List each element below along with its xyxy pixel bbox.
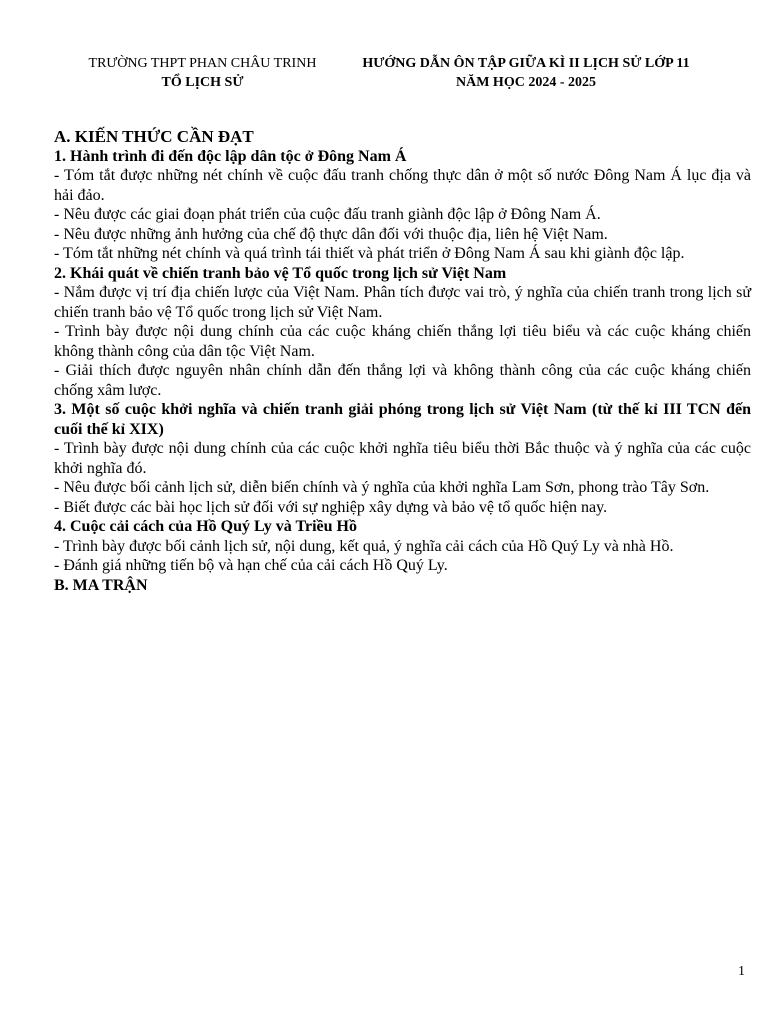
topic-item: - Nêu được các giai đoạn phát triển của cuộc đấu tranh giành độc lập ở Đông Nam Á. (54, 206, 601, 223)
topic-heading: 3. Một số cuộc khởi nghĩa và chiến tranh giải phóng trong lịch sử Việt Nam (từ thế kỉ III TCN đến cuối thế kỉ XIX) (54, 401, 751, 438)
page-number: 1 (738, 964, 745, 979)
topic-item: - Tóm tắt được những nét chính về cuộc đấu tranh chống thực dân ở một số nước Đông Nam Á lục địa và hải đảo. (54, 167, 751, 204)
header-title-block (340, 54, 712, 92)
section-b-title: B. MA TRẬN (54, 576, 148, 594)
topic-item: - Trình bày được nội dung chính của các cuộc kháng chiến thắng lợi tiêu biểu và các cuộc kháng chiến không thành công của dân tộc Việt Nam. (54, 323, 751, 360)
topic-heading: 1. Hành trình đi đến độc lập dân tộc ở Đông Nam Á (54, 147, 407, 165)
topic-heading: 4. Cuộc cải cách của Hồ Quý Ly và Triều Hồ (54, 518, 357, 535)
header-school-block (70, 54, 335, 92)
school-name: TRƯỜNG THPT PHAN CHÂU TRINH (88, 56, 317, 71)
topic-item: - Trình bày được bối cảnh lịch sử, nội dung, kết quả, ý nghĩa cải cách của Hồ Quý Ly và nhà Hồ. (54, 537, 674, 555)
topic-item: - Nắm được vị trí địa chiến lược của Việt Nam. Phân tích được vai trò, ý nghĩa của chiến tranh trong lịch sử chiến tranh bảo vệ Tổ quốc trong lịch sử Việt Nam. (54, 284, 751, 321)
topic-item: - Trình bày được nội dung chính của các cuộc khởi nghĩa tiêu biểu thời Bắc thuộc và ý nghĩa của các cuộc khởi nghĩa đó. (54, 440, 751, 477)
document-body (54, 127, 751, 595)
topic-item: - Giải thích được nguyên nhân chính dẫn đến thắng lợi và không thành công của các cuộc kháng chiến chống xâm lược. (54, 362, 751, 399)
document-title: HƯỚNG DẪN ÔN TẬP GIỮA KÌ II LỊCH SỬ LỚP 11 (362, 56, 690, 71)
topic-heading: 2. Khái quát về chiến tranh bảo vệ Tổ quốc trong lịch sử Việt Nam (54, 264, 507, 282)
topic-item: - Nêu được bối cảnh lịch sử, diễn biến chính và ý nghĩa của khởi nghĩa Lam Sơn, phong trào Tây Sơn. (54, 479, 710, 496)
topic-item: - Biết được các bài học lịch sử đối với sự nghiệp xây dựng và bảo vệ tổ quốc hiện nay. (54, 498, 608, 516)
department-name: TỔ LỊCH SỬ (161, 75, 244, 90)
section-a-title: A. KIẾN THỨC CẦN ĐẠT (54, 127, 254, 146)
topic-item: - Đánh giá những tiến bộ và hạn chế của cải cách Hồ Quý Ly. (54, 557, 448, 574)
topic-item: - Nêu được những ảnh hưởng của chế độ thực dân đối với thuộc địa, liên hệ Việt Nam. (54, 225, 608, 243)
topic-item: - Tóm tắt những nét chính và quá trình tái thiết và phát triển ở Đông Nam Á sau khi giành độc lập. (54, 245, 685, 262)
school-year: NĂM HỌC 2024 - 2025 (456, 75, 596, 90)
